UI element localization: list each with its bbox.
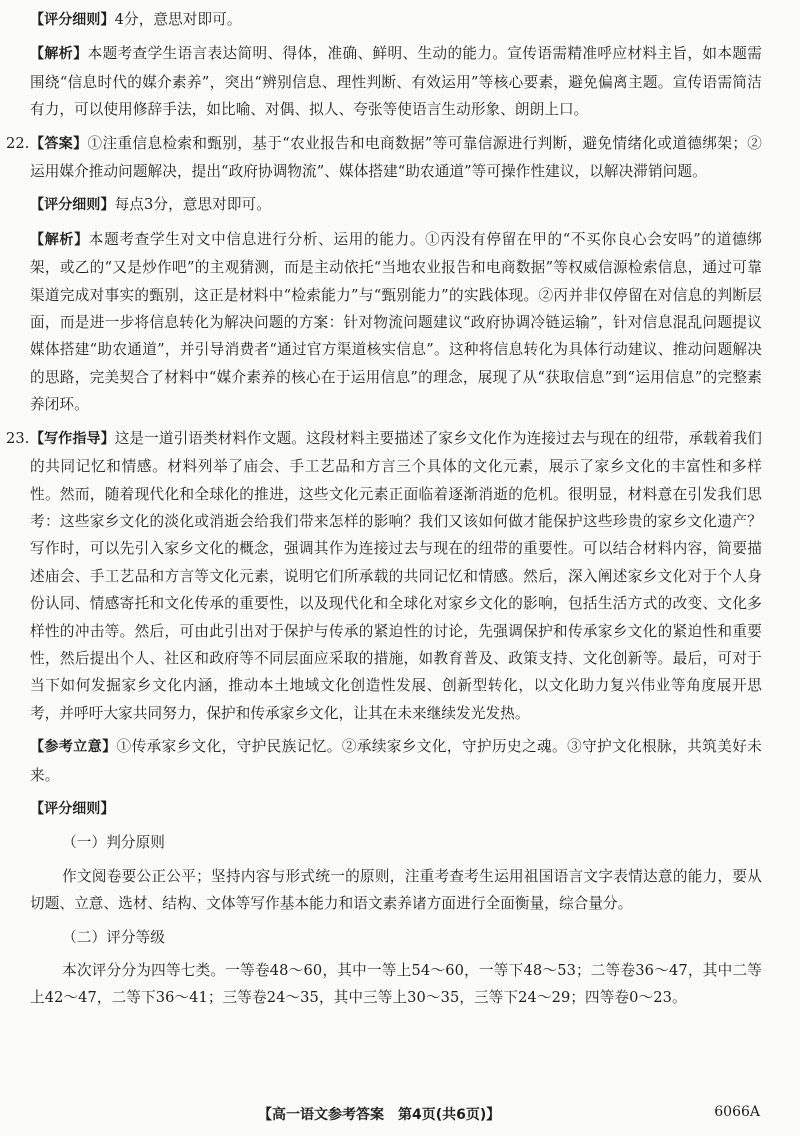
paragraph-text: 这是一道引语类材料作文题。这段材料主要描述了家乡文化作为连接过去与现在的纽带，承载着我们的共同记忆和情感。材料列举了庙会、手工艺品和方言三个具体的文化元素，展示了家乡文化的丰富性和多样性。然而，随着现代化和全球化的推进，这些文化元素正面临着逐渐消逝的危机。很明显，材料意在引发我们思考：这些家乡文化的淡化或消逝会给我们带来怎样的影响？我们又该如何做才能保护这些珍贵的家乡文化遗产？写作时，可以先引入家乡文化的概念，强调其作为连接过去与现在的纽带的重要性。可以结合材料内容，简要描述庙会、手工艺品和方言等文化元素，说明它们所承载的共同记忆和情感。然后，深入阐述家乡文化对于个人身份认同、情感寄托和文化传承的重要性，以及现代化和全球化对家乡文化的影响，包括生活方式的改变、文化多样性的冲击等。然后，可由此引出对于保护与传承的紧迫性的讨论，先强调保护和传承家乡文化的紧迫性和重要性，然后提出个人、社区和政府等不同层面应采取的措施，如教育普及、政策支持、文化创新等。最后，可对于当下如何发掘家乡文化内涵，推动本土地域文化创造性发展、创新型转化，以文化助力复兴伟业等角度展开思考，并呼吁大家共同努力，保护和传承家乡文化，让其在未来继续发光发热。 bbox=[30, 429, 763, 722]
scoring-rule-22 bbox=[30, 191, 762, 219]
tag-label: 【评分细则】 bbox=[30, 12, 115, 28]
tag-label: 【解析】 bbox=[30, 231, 89, 248]
scoring-rule-23 bbox=[30, 795, 762, 823]
tag-label: 【解析】 bbox=[30, 46, 88, 63]
section-heading-2: （二）评分等级 bbox=[62, 928, 165, 946]
paragraph-text: 本题考查学生语言表达简明、得体，准确、鲜明、生动的能力。宣传语需精准呼应材料主旨，如本题需围绕“信息时代的媒介素养”，突出“辨别信息、理性判断、有效运用”等核心要素，避免偏离主题。宣传语需简洁有力，可以使用修辞手法，如比喻、对偶、拟人、夸张等使语言生动形象、朗朗上口。 bbox=[30, 45, 762, 119]
page-footer bbox=[0, 1104, 800, 1128]
question-number: 23. bbox=[6, 429, 30, 447]
writing-guide-23 bbox=[6, 425, 763, 727]
tag-label: 【参考立意】 bbox=[30, 739, 117, 756]
tag-label: 【写作指导】 bbox=[30, 430, 115, 447]
footer-title: 【高一语文参考答案 第4页(共6页)】 bbox=[258, 1107, 501, 1123]
tag-label: 【答案】 bbox=[30, 135, 88, 152]
scoring-rule-21 bbox=[30, 6, 762, 34]
paragraph-text: 4分，意思对即可。 bbox=[114, 11, 242, 28]
footer-code: 6066A bbox=[714, 1104, 760, 1120]
section-body-2: 本次评分分为四等七类。一等卷48～60，其中一等上54～60，一等下48～53；二等卷36～47，其中二等上42～47，二等下36～41；三等卷24～35，其中三等上30～35，三等下24～29；四等卷0～23。 bbox=[30, 962, 762, 1007]
section-heading-1: （一）判分原则 bbox=[62, 834, 165, 852]
question-number: 22. bbox=[6, 134, 30, 152]
paragraph-text: ①传承家乡文化，守护民族记忆。②承续家乡文化，守护历史之魂。③守护文化根脉，共筑美好未来。 bbox=[30, 738, 762, 784]
tag-label: 【评分细则】 bbox=[30, 800, 115, 817]
section-body-1: 作文阅卷要公正公平；坚持内容与形式统一的原则，注重考查考生运用祖国语言文字表情达意的能力，要从切题、立意、选材、结构、文体等写作基本能力和语文素养诸方面进行全面衡量，综合量分。 bbox=[30, 867, 762, 913]
analysis-21 bbox=[30, 40, 762, 123]
reference-theme-23 bbox=[30, 733, 762, 789]
analysis-22 bbox=[30, 226, 762, 419]
tag-label: 【评分细则】 bbox=[30, 197, 115, 214]
paragraph-text: ①注重信息检索和甄别，基于“农业报告和电商数据”等可靠信源进行判断，避免情绪化或道德绑架；②运用媒介推动问题解决，提出“政府协调物流”、媒体搭建“助农通道”等可操作性建议，以解决滞销问题。 bbox=[30, 134, 762, 181]
paragraph-text: 每点3分，意思对即可。 bbox=[114, 196, 271, 214]
answer-22 bbox=[6, 130, 762, 186]
paragraph-text: 本题考查学生对文中信息进行分析、运用的能力。①丙没有停留在甲的“不买你良心会安吗”的道德绑架，或乙的“又是炒作吧”的主观猜测，而是主动依托“当地农业报告和电商数据”等权威信源检索信息，通过可靠渠道完成对事实的甄别，这正是材料中“检索能力”与“甄别能力”的实践体现。②丙并非仅停留在对信息的判断层面，而是进一步将信息转化为解决问题的方案：针对物流问题建议“政府协调冷链运输”，针对信息混乱问题提议媒体搭建“助农通道”，并引导消费者“通过官方渠道核实信息”。这种将信息转化为具体行动建议、推动问题解决的思路，完美契合了材料中“媒介素养的核心在于运用信息”的理念，展现了从“获取信息”到“运用信息”的完整素养闭环。 bbox=[30, 230, 762, 414]
